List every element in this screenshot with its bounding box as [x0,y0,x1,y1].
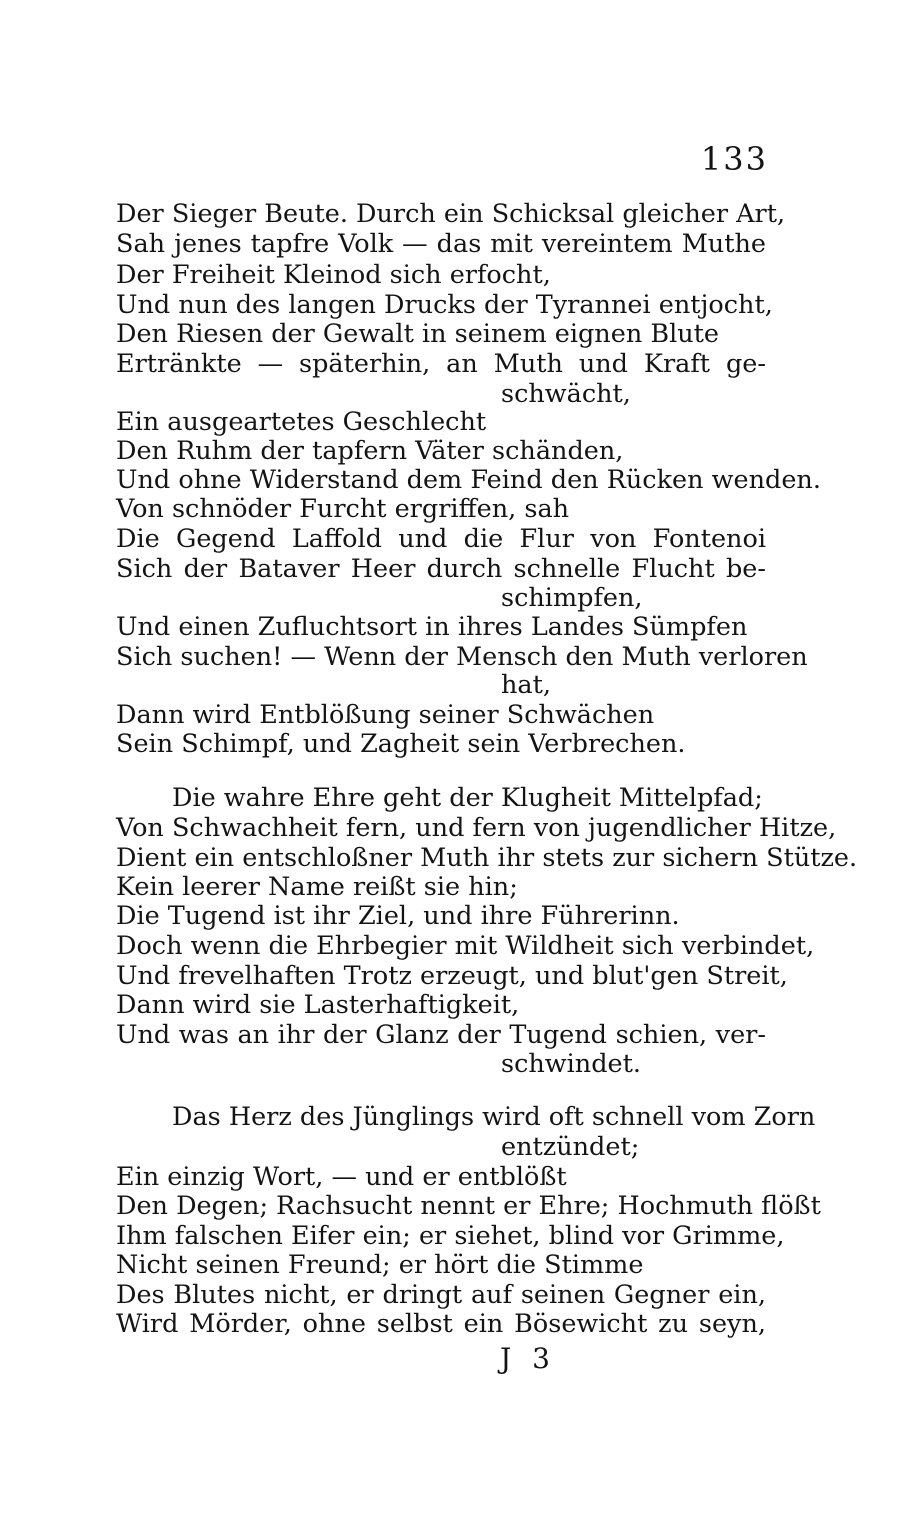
poem-line: Und was an ihr der Glanz der Tugend schien, ver- [116,1020,766,1050]
poem-line-turnover: schwächt, [501,379,631,409]
poem-line-turnover: schimpfen, [501,583,643,613]
poem-line-turnover: entzündet; [501,1132,640,1162]
poem-line: Und einen Zufluchtsort in ihres Landes Sümpfen [116,612,748,642]
poem-line: Der Freiheit Kleinod sich erfocht, [116,260,551,290]
poem-line: Sah jenes tapfre Volk — das mit vereintem Muthe [116,229,766,259]
poem-line: Das Herz des Jünglings wird oft schnell vom Zorn [172,1102,816,1132]
poem-line: Und nun des langen Drucks der Tyrannei entjocht, [116,290,773,320]
poem-line: Von Schwachheit fern, und fern von jugendlicher Hitze, [116,813,837,843]
signature-mark: J 3 [500,1342,556,1375]
poem-line: Doch wenn die Ehrbegier mit Wildheit sich verbindet, [116,931,815,961]
poem-line: Von schnöder Furcht ergriffen, sah [116,494,570,524]
poem-line: Kein leerer Name reißt sie hin; [116,872,518,902]
poem-line: Dient ein entschloßner Muth ihr stets zur sichern Stütze. [116,843,858,873]
poem-line: Sich suchen! — Wenn der Mensch den Muth verloren [116,642,808,672]
poem-line: Die Gegend Laffold und die Flur von Fontenoi [116,524,766,554]
poem-line: Ein ausgeartetes Geschlecht [116,407,487,437]
poem-line: Den Ruhm der tapfern Väter schänden, [116,436,624,466]
page-number: 133 [700,140,768,178]
poem-line-turnover: schwindet. [501,1049,641,1079]
poem-line-turnover: hat, [501,670,551,700]
poem-line: Den Degen; Rachsucht nennt er Ehre; Hochmuth flößt [116,1191,821,1221]
poem-line: Ertränkte — späterhin, an Muth und Kraft ge- [116,349,766,379]
poem-line: Und frevelhaften Trotz erzeugt, und blut'gen Streit, [116,961,788,991]
poem-line: Ihm falschen Eifer ein; er siehet, blind vor Grimme, [116,1221,785,1251]
poem-line: Sein Schimpf, und Zagheit sein Verbrechen. [116,729,686,759]
poem-line: Nicht seinen Freund; er hört die Stimme [116,1250,644,1280]
poem-line: Und ohne Widerstand dem Feind den Rücken wenden. [116,465,821,495]
poem-line: Den Riesen der Gewalt in seinem eignen Blute [116,319,720,349]
poem-line: Die wahre Ehre geht der Klugheit Mittelpfad; [172,783,763,813]
poem-line: Wird Mörder, ohne selbst ein Bösewicht zu seyn, [116,1309,766,1339]
poem-line: Des Blutes nicht, er dringt auf seinen Gegner ein, [116,1280,766,1310]
poem-line: Dann wird sie Lasterhaftigkeit, [116,990,520,1020]
poem-line: Die Tugend ist ihr Ziel, und ihre Führerinn. [116,901,680,931]
poem-line: Der Sieger Beute. Durch ein Schicksal gleicher Art, [116,199,786,229]
poem-line: Dann wird Entblößung seiner Schwächen [116,700,655,730]
poem-line: Ein einzig Wort, — und er entblößt [116,1162,567,1192]
poem-line: Sich der Bataver Heer durch schnelle Flucht be- [116,554,766,584]
